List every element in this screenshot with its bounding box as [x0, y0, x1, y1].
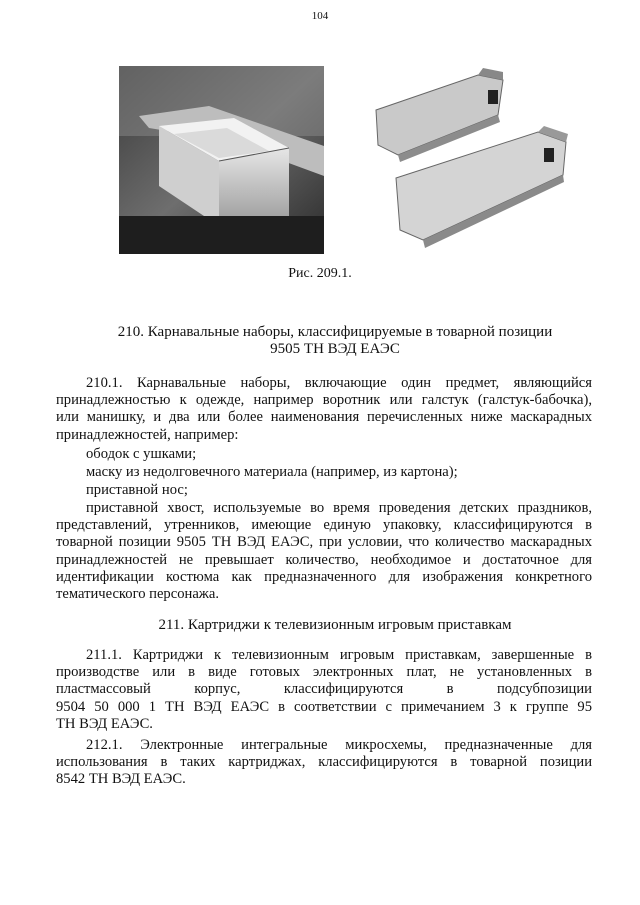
paragraph-line: идентификации костюма как предназначенного для изображения конкретного [56, 568, 592, 585]
section-210-heading-line-2: 9505 ТН ВЭД ЕАЭС [270, 341, 400, 357]
paragraph-line: или манишку, и два или более наименования перечисленных ниже маскарадных [56, 409, 592, 426]
paragraph-line: пластмассовый корпус, классифицируются в подсубпозиции [56, 681, 592, 698]
list-item: маску из недолговечного материала (например, из картона); [86, 464, 458, 480]
section-211-heading: 211. Картриджи к телевизионным игровым приставкам [158, 617, 512, 633]
paragraph-line: приставной хвост, используемые во время проведения детских праздников, [86, 500, 592, 516]
paragraph-line: принадлежностью к одежде, например воротник или галстук (галстук-бабочка), [56, 392, 592, 409]
paragraph-line: тематического персонажа. [56, 586, 220, 603]
paragraph-212-1 [56, 737, 592, 789]
drawer-slides-photo [368, 60, 576, 260]
section-210-heading-line-1: 210. Карнавальные наборы, классифицируемые в товарной позиции [117, 324, 553, 340]
paragraph-210-1 [56, 375, 592, 444]
section-210-heading [70, 324, 600, 358]
paragraph-line: принадлежностей, например: [56, 426, 239, 443]
paragraph-line: 212.1. Электронные интегральные микросхемы, предназначенные для [86, 737, 592, 753]
paragraph-line: 210.1. Карнавальные наборы, включающие один предмет, являющийся [86, 375, 592, 391]
paragraph-line: ТН ВЭД ЕАЭС. [56, 715, 153, 732]
paragraph-211-1 [56, 647, 592, 733]
paragraph-line: принадлежностей не превышает количество, необходимое и достаточное для [56, 551, 592, 568]
paragraph-line: 9504 50 000 1 ТН ВЭД ЕАЭС в соответствии с примечанием 3 к группе 95 [56, 698, 592, 715]
paragraph-210-1-continued [56, 500, 592, 603]
list-item: ободок с ушками; [86, 446, 197, 462]
figure-caption: Рис. 209.1. [288, 266, 352, 281]
drawer-photo [119, 66, 324, 254]
list-item: приставной нос; [86, 482, 188, 498]
paragraph-line: 211.1. Картриджи к телевизионным игровым приставкам, завершенные в [86, 647, 592, 663]
paragraph-line: производстве или в виде готовых электронных плат, не установленных в [56, 664, 592, 681]
page-number: 104 [311, 10, 329, 22]
paragraph-line: использования в таких картриджах, классифицируются в товарной позиции [56, 754, 592, 771]
paragraph-line: 8542 ТН ВЭД ЕАЭС. [56, 771, 186, 788]
paragraph-line: представлений, утренников, имеющие единую упаковку, классифицируются в [56, 517, 592, 534]
paragraph-line: товарной позиции 9505 ТН ВЭД ЕАЭС, при условии, что количество маскарадных [56, 534, 592, 551]
